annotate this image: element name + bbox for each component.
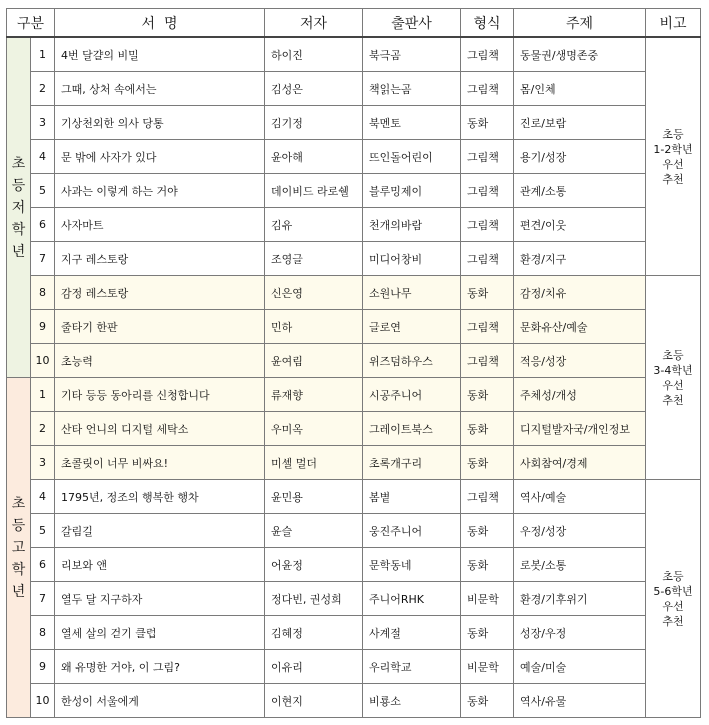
book-author: 하이진 [265, 37, 363, 72]
table-row [7, 174, 701, 208]
row-number: 7 [31, 242, 55, 276]
note-line: 우선 [662, 599, 684, 613]
row-number: 6 [31, 548, 55, 582]
book-title: 문 밖에 사자가 있다 [55, 140, 265, 174]
book-format: 동화 [461, 412, 514, 446]
book-theme: 몸/인체 [514, 72, 646, 106]
header-group: 구분 [7, 9, 55, 38]
row-number: 1 [31, 378, 55, 412]
row-number: 9 [31, 310, 55, 344]
table-row [7, 310, 701, 344]
note-line: 추천 [662, 614, 684, 628]
table-row [7, 480, 701, 514]
table-row [7, 72, 701, 106]
book-title: 4번 달걀의 비밀 [55, 37, 265, 72]
row-number: 8 [31, 616, 55, 650]
book-title: 초콜릿이 너무 비싸요! [55, 446, 265, 480]
book-title: 산타 언니의 디지털 세탁소 [55, 412, 265, 446]
book-publisher: 그레이트북스 [363, 412, 461, 446]
row-number: 2 [31, 72, 55, 106]
book-theme: 역사/유물 [514, 684, 646, 718]
table-row [7, 140, 701, 174]
book-author: 이현지 [265, 684, 363, 718]
book-format: 그림책 [461, 208, 514, 242]
book-title: 리보와 앤 [55, 548, 265, 582]
book-publisher: 위즈덤하우스 [363, 344, 461, 378]
table-row [7, 412, 701, 446]
group-label-char: 초 [11, 495, 26, 512]
book-theme: 역사/예술 [514, 480, 646, 514]
table-row [7, 616, 701, 650]
book-format: 그림책 [461, 344, 514, 378]
book-title: 사과는 이렇게 하는 거야 [55, 174, 265, 208]
book-author: 윤민용 [265, 480, 363, 514]
book-title: 줄타기 한판 [55, 310, 265, 344]
book-theme: 환경/지구 [514, 242, 646, 276]
book-format: 동화 [461, 276, 514, 310]
group-label-char: 고 [11, 539, 26, 556]
book-title: 기상천외한 의사 당통 [55, 106, 265, 140]
book-author: 김혜정 [265, 616, 363, 650]
note-line: 추천 [662, 393, 684, 407]
group-label-low [7, 37, 31, 378]
book-theme: 성장/우정 [514, 616, 646, 650]
book-title: 그때, 상처 속에서는 [55, 72, 265, 106]
book-theme: 용기/성장 [514, 140, 646, 174]
book-title: 갈림길 [55, 514, 265, 548]
group-label-char: 등 [11, 177, 26, 194]
table-row [7, 37, 701, 72]
book-format: 그림책 [461, 310, 514, 344]
book-title: 한성이 서울에게 [55, 684, 265, 718]
book-format: 동화 [461, 106, 514, 140]
row-number: 9 [31, 650, 55, 684]
row-number: 5 [31, 174, 55, 208]
book-format: 비문학 [461, 650, 514, 684]
book-format: 비문학 [461, 582, 514, 616]
table-row [7, 276, 701, 310]
book-format: 그림책 [461, 174, 514, 208]
table-row [7, 378, 701, 412]
book-theme: 진로/보람 [514, 106, 646, 140]
book-theme: 우정/성장 [514, 514, 646, 548]
book-publisher: 책읽는곰 [363, 72, 461, 106]
book-theme: 동물권/생명존중 [514, 37, 646, 72]
note-line: 초등 [662, 127, 684, 141]
row-number: 4 [31, 480, 55, 514]
book-publisher: 뜨인돌어린이 [363, 140, 461, 174]
book-format: 그림책 [461, 242, 514, 276]
book-recommendation-table [6, 8, 701, 718]
book-author: 어윤정 [265, 548, 363, 582]
group-label-high [7, 378, 31, 718]
book-author: 우미옥 [265, 412, 363, 446]
book-author: 류재향 [265, 378, 363, 412]
book-format: 동화 [461, 446, 514, 480]
row-number: 10 [31, 684, 55, 718]
book-author: 김성은 [265, 72, 363, 106]
note-cell [646, 480, 701, 718]
book-title: 초능력 [55, 344, 265, 378]
book-theme: 로봇/소통 [514, 548, 646, 582]
book-author: 윤슬 [265, 514, 363, 548]
group-label-char: 저 [11, 199, 26, 216]
book-format: 그림책 [461, 37, 514, 72]
book-author: 이유리 [265, 650, 363, 684]
book-publisher: 우리학교 [363, 650, 461, 684]
book-title: 열두 달 지구하자 [55, 582, 265, 616]
book-publisher: 사계절 [363, 616, 461, 650]
book-format: 그림책 [461, 480, 514, 514]
book-author: 정다빈, 권성희 [265, 582, 363, 616]
header-note: 비고 [646, 9, 701, 38]
book-theme: 문화유산/예술 [514, 310, 646, 344]
note-line: 우선 [662, 378, 684, 392]
note-line: 5-6학년 [653, 584, 693, 598]
table-row [7, 242, 701, 276]
group-label-char: 년 [11, 243, 26, 260]
book-format: 동화 [461, 378, 514, 412]
book-publisher: 문학동네 [363, 548, 461, 582]
row-number: 2 [31, 412, 55, 446]
book-author: 데이비드 라로쉘 [265, 174, 363, 208]
book-theme: 관계/소통 [514, 174, 646, 208]
row-number: 6 [31, 208, 55, 242]
header-title: 서 명 [55, 9, 265, 38]
row-number: 8 [31, 276, 55, 310]
table-row [7, 582, 701, 616]
book-theme: 편견/이웃 [514, 208, 646, 242]
table-row [7, 514, 701, 548]
row-number: 3 [31, 446, 55, 480]
book-publisher: 천개의바람 [363, 208, 461, 242]
book-publisher: 미디어창비 [363, 242, 461, 276]
book-theme: 감정/치유 [514, 276, 646, 310]
book-format: 동화 [461, 514, 514, 548]
book-theme: 사회참여/경제 [514, 446, 646, 480]
book-title: 감정 레스토랑 [55, 276, 265, 310]
row-number: 3 [31, 106, 55, 140]
header-author: 저자 [265, 9, 363, 38]
group-label-char: 년 [11, 583, 26, 600]
row-number: 4 [31, 140, 55, 174]
book-theme: 예술/미술 [514, 650, 646, 684]
table-row [7, 106, 701, 140]
table-row [7, 548, 701, 582]
row-number: 1 [31, 37, 55, 72]
note-line: 우선 [662, 157, 684, 171]
header-theme: 주제 [514, 9, 646, 38]
header-row [7, 9, 701, 38]
book-title: 사자마트 [55, 208, 265, 242]
note-line: 초등 [662, 348, 684, 362]
book-publisher: 북멘토 [363, 106, 461, 140]
book-author: 윤아해 [265, 140, 363, 174]
book-theme: 디지털발자국/개인정보 [514, 412, 646, 446]
book-author: 조영글 [265, 242, 363, 276]
book-author: 미셸 멀더 [265, 446, 363, 480]
book-title: 기타 등등 동아리를 신청합니다 [55, 378, 265, 412]
group-label-char: 초 [11, 155, 26, 172]
book-publisher: 시공주니어 [363, 378, 461, 412]
book-publisher: 주니어RHK [363, 582, 461, 616]
table-row [7, 208, 701, 242]
book-format: 그림책 [461, 72, 514, 106]
book-publisher: 비룡소 [363, 684, 461, 718]
book-title: 1795년, 정조의 행복한 행차 [55, 480, 265, 514]
book-title: 지구 레스토랑 [55, 242, 265, 276]
book-theme: 주체성/개성 [514, 378, 646, 412]
note-cell [646, 37, 701, 276]
book-author: 윤여림 [265, 344, 363, 378]
group-label-char: 등 [11, 517, 26, 534]
table-row [7, 650, 701, 684]
book-publisher: 소원나무 [363, 276, 461, 310]
note-cell [646, 276, 701, 480]
note-line: 1-2학년 [653, 142, 693, 156]
book-publisher: 초록개구리 [363, 446, 461, 480]
book-title: 왜 유명한 거야, 이 그림? [55, 650, 265, 684]
book-format: 그림책 [461, 140, 514, 174]
header-format: 형식 [461, 9, 514, 38]
book-publisher: 봄볕 [363, 480, 461, 514]
book-format: 동화 [461, 548, 514, 582]
book-author: 김기정 [265, 106, 363, 140]
note-line: 초등 [662, 569, 684, 583]
book-theme: 환경/기후위기 [514, 582, 646, 616]
book-format: 동화 [461, 684, 514, 718]
table-row [7, 446, 701, 480]
row-number: 10 [31, 344, 55, 378]
book-author: 신은영 [265, 276, 363, 310]
group-label-char: 학 [11, 561, 26, 578]
book-format: 동화 [461, 616, 514, 650]
table-row [7, 684, 701, 718]
row-number: 5 [31, 514, 55, 548]
header-publisher: 출판사 [363, 9, 461, 38]
row-number: 7 [31, 582, 55, 616]
book-theme: 적응/성장 [514, 344, 646, 378]
book-title: 열세 살의 걷기 클럽 [55, 616, 265, 650]
table-row [7, 344, 701, 378]
note-line: 3-4학년 [653, 363, 693, 377]
book-publisher: 블루밍제이 [363, 174, 461, 208]
group-label-char: 학 [11, 221, 26, 238]
book-publisher: 웅진주니어 [363, 514, 461, 548]
book-publisher: 글로연 [363, 310, 461, 344]
book-author: 민하 [265, 310, 363, 344]
note-line: 추천 [662, 172, 684, 186]
book-author: 김유 [265, 208, 363, 242]
book-publisher: 북극곰 [363, 37, 461, 72]
